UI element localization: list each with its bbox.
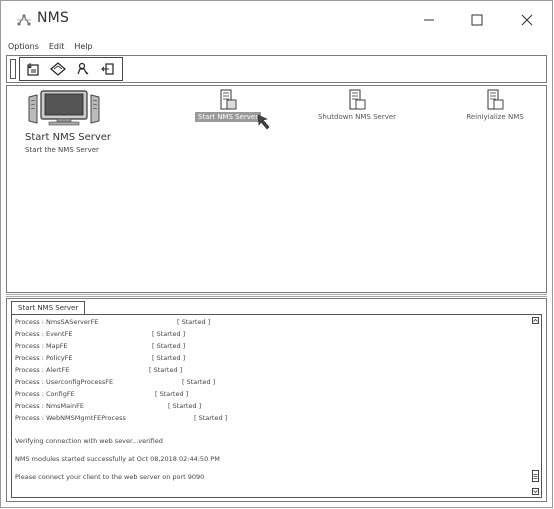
server-icon — [486, 89, 504, 111]
server-icon — [219, 89, 237, 111]
window-title: NMS — [37, 10, 70, 26]
process-name: Process : WebNMSMgmtFEProcess — [15, 414, 126, 422]
process-name: Process : NmsSAServerFE — [15, 318, 99, 326]
scroll-thumb[interactable] — [532, 470, 539, 482]
process-status: [ Started ] — [152, 330, 186, 338]
menu-edit[interactable]: Edit — [48, 42, 65, 51]
process-status: [ Started ] — [152, 342, 186, 350]
scroll-down-button[interactable] — [532, 488, 539, 495]
panel-splitter[interactable] — [6, 294, 547, 297]
process-name: Process : NmsMainFE — [15, 402, 84, 410]
close-icon — [521, 14, 533, 26]
task-detail-description: Start the NMS Server — [25, 146, 99, 154]
menu-help[interactable]: Help — [74, 42, 93, 51]
task-reinitialize-nms[interactable] — [455, 89, 535, 121]
mouse-cursor-icon — [257, 114, 271, 130]
menu-bar — [2, 39, 97, 54]
server-icon — [348, 89, 366, 111]
minimize-icon — [423, 14, 435, 26]
task-label-reinitialize: Reiniyialize NMS — [466, 113, 524, 121]
process-name: Process : AlertFE — [15, 366, 70, 374]
menu-options[interactable]: Options — [8, 42, 39, 51]
exit-button[interactable] — [96, 59, 120, 79]
log-message: Verifying connection with web sever...verified — [15, 437, 163, 445]
title-bar — [1, 1, 552, 39]
process-name: Process : PolicyFE — [15, 354, 73, 362]
person-button[interactable] — [71, 59, 95, 79]
process-name: Process : ConfigFE — [15, 390, 75, 398]
process-status: [ Started ] — [177, 318, 211, 326]
task-shutdown-nms-server[interactable] — [315, 89, 399, 121]
import-icon — [26, 62, 40, 76]
task-label-start: Start NMS Server — [195, 112, 261, 122]
maximize-button[interactable] — [454, 1, 500, 39]
app-icon — [15, 12, 33, 28]
task-label-shutdown: Shutdown NMS Server — [317, 113, 397, 121]
tag-button[interactable] — [46, 59, 70, 79]
task-start-nms-server[interactable] — [188, 89, 268, 121]
process-name: Process : UserconfigProcessFE — [15, 378, 114, 386]
minimize-button[interactable] — [406, 1, 452, 39]
grip-icon — [533, 471, 538, 481]
process-status: [ Started ] — [152, 354, 186, 362]
person-icon — [76, 62, 90, 76]
toolbar-button-group — [19, 57, 123, 81]
task-panel — [6, 85, 547, 293]
tag-icon — [50, 62, 66, 76]
log-message: NMS modules started successfully at Oct 08,2018 02:44:50 PM — [15, 455, 220, 463]
process-status: [ Started ] — [182, 378, 216, 386]
process-status: [ Started ] — [149, 366, 183, 374]
tab-start-nms-server[interactable]: Start NMS Server — [11, 301, 85, 315]
scroll-up-button[interactable] — [532, 317, 539, 324]
exit-icon — [101, 62, 115, 76]
arrow-down-icon — [533, 489, 538, 494]
process-status: [ Started ] — [155, 390, 189, 398]
output-panel — [6, 298, 547, 502]
close-button[interactable] — [504, 1, 550, 39]
server-computer-icon — [27, 89, 101, 127]
process-name: Process : EventFE — [15, 330, 73, 338]
log-message: Please connect your client to the web server on port 9090 — [15, 473, 205, 481]
import-button[interactable] — [21, 59, 45, 79]
process-status: [ Started ] — [194, 414, 228, 422]
arrow-up-icon — [533, 318, 538, 323]
process-status: [ Started ] — [168, 402, 202, 410]
task-detail-title: Start NMS Server — [25, 132, 112, 143]
toolbar — [6, 55, 547, 83]
process-name: Process : MapFE — [15, 342, 68, 350]
toolbar-grip[interactable] — [10, 59, 16, 79]
log-scrollbar[interactable] — [532, 317, 540, 497]
maximize-icon — [471, 14, 483, 26]
output-log — [11, 314, 542, 498]
